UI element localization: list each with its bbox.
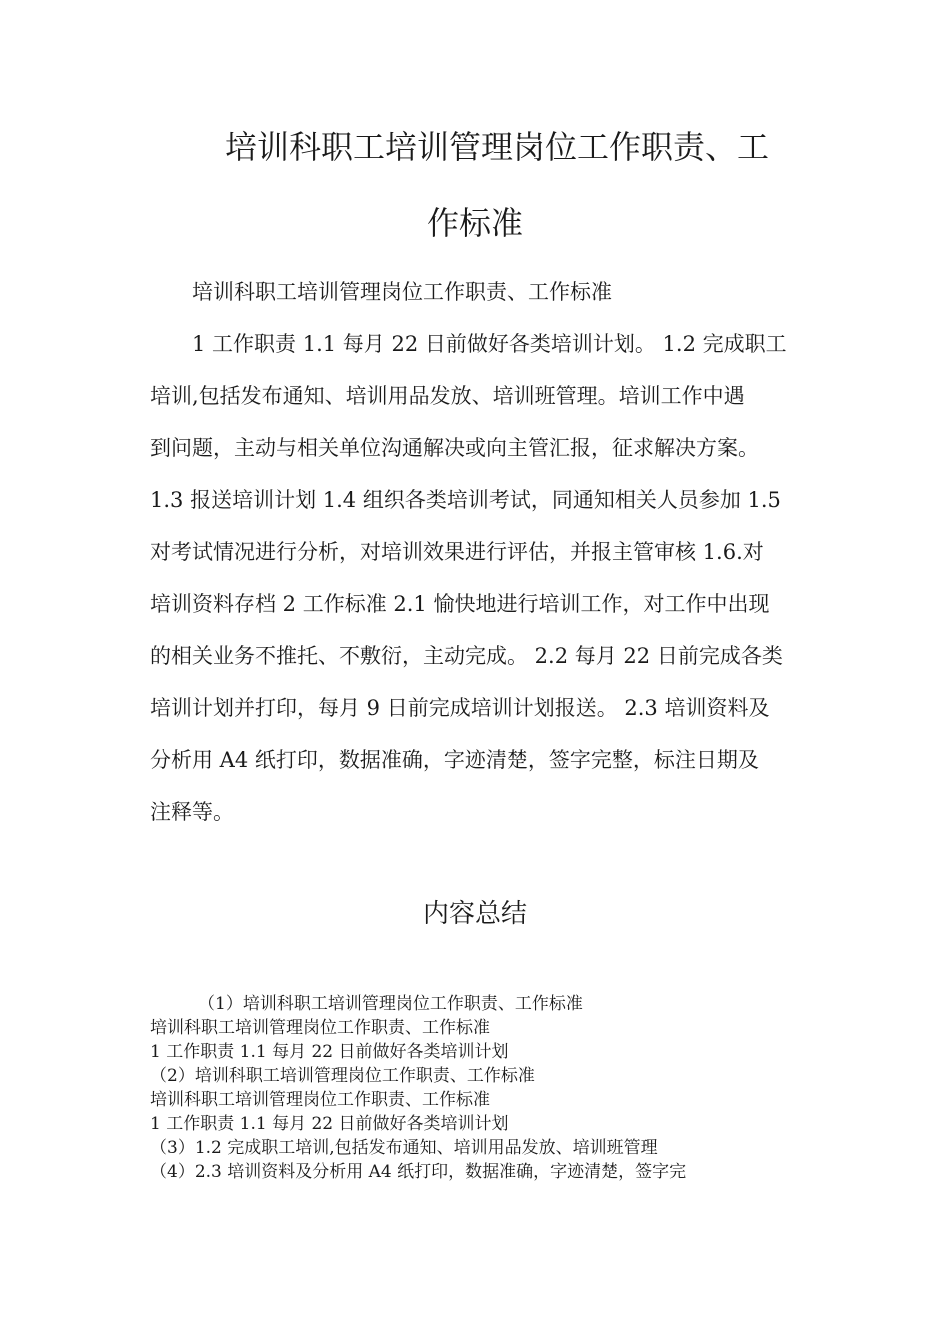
summary-line: 培训科职工培训管理岗位工作职责、工作标准 [150,1090,490,1110]
body-paragraph [150,266,810,838]
summary-line: （4）2.3 培训资料及分析用 A4 纸打印，数据准确，字迹清楚，签字完 [150,1162,687,1182]
body-line: 分析用 A4 纸打印，数据准确，字迹清楚，签字完整，标注日期及 [150,748,759,772]
summary-list [150,992,810,1184]
body-line: 培训,包括发布通知、培训用品发放、培训班管理。培训工作中遇 [150,384,745,408]
summary-line: 1 工作职责 1.1 每月 22 日前做好各类培训计划 [150,1114,509,1134]
body-line: 到问题，主动与相关单位沟通解决或向主管汇报，征求解决方案。 [150,436,759,460]
body-line: 对考试情况进行分析，对培训效果进行评估，并报主管审核 1.6.对 [150,540,764,564]
body-line: 1.3 报送培训计划 1.4 组织各类培训考试，同通知相关人员参加 1.5 [150,488,781,512]
body-line: 培训资料存档 2 工作标准 2.1 愉快地进行培训工作，对工作中出现 [150,592,770,616]
body-line: 1 工作职责 1.1 每月 22 日前做好各类培训计划。 1.2 完成职工 [192,332,787,356]
body-line: 培训计划并打印，每月 9 日前完成培训计划报送。 2.3 培训资料及 [150,696,770,720]
document-title-line-1: 培训科职工培训管理岗位工作职责、工 [225,128,770,166]
summary-line: （2）培训科职工培训管理岗位工作职责、工作标准 [150,1066,535,1086]
body-line: 注释等。 [150,800,234,824]
body-line: 培训科职工培训管理岗位工作职责、工作标准 [192,280,612,304]
document-title-line-2: 作标准 [426,204,523,242]
summary-line: （3）1.2 完成职工培训,包括发布通知、培训用品发放、培训班管理 [150,1138,658,1158]
summary-line: （1）培训科职工培训管理岗位工作职责、工作标准 [198,994,583,1014]
summary-heading: 内容总结 [422,899,527,929]
body-line: 的相关业务不推托、不敷衍，主动完成。 2.2 每月 22 日前完成各类 [150,644,783,668]
summary-line: 培训科职工培训管理岗位工作职责、工作标准 [150,1018,490,1038]
summary-line: 1 工作职责 1.1 每月 22 日前做好各类培训计划 [150,1042,509,1062]
